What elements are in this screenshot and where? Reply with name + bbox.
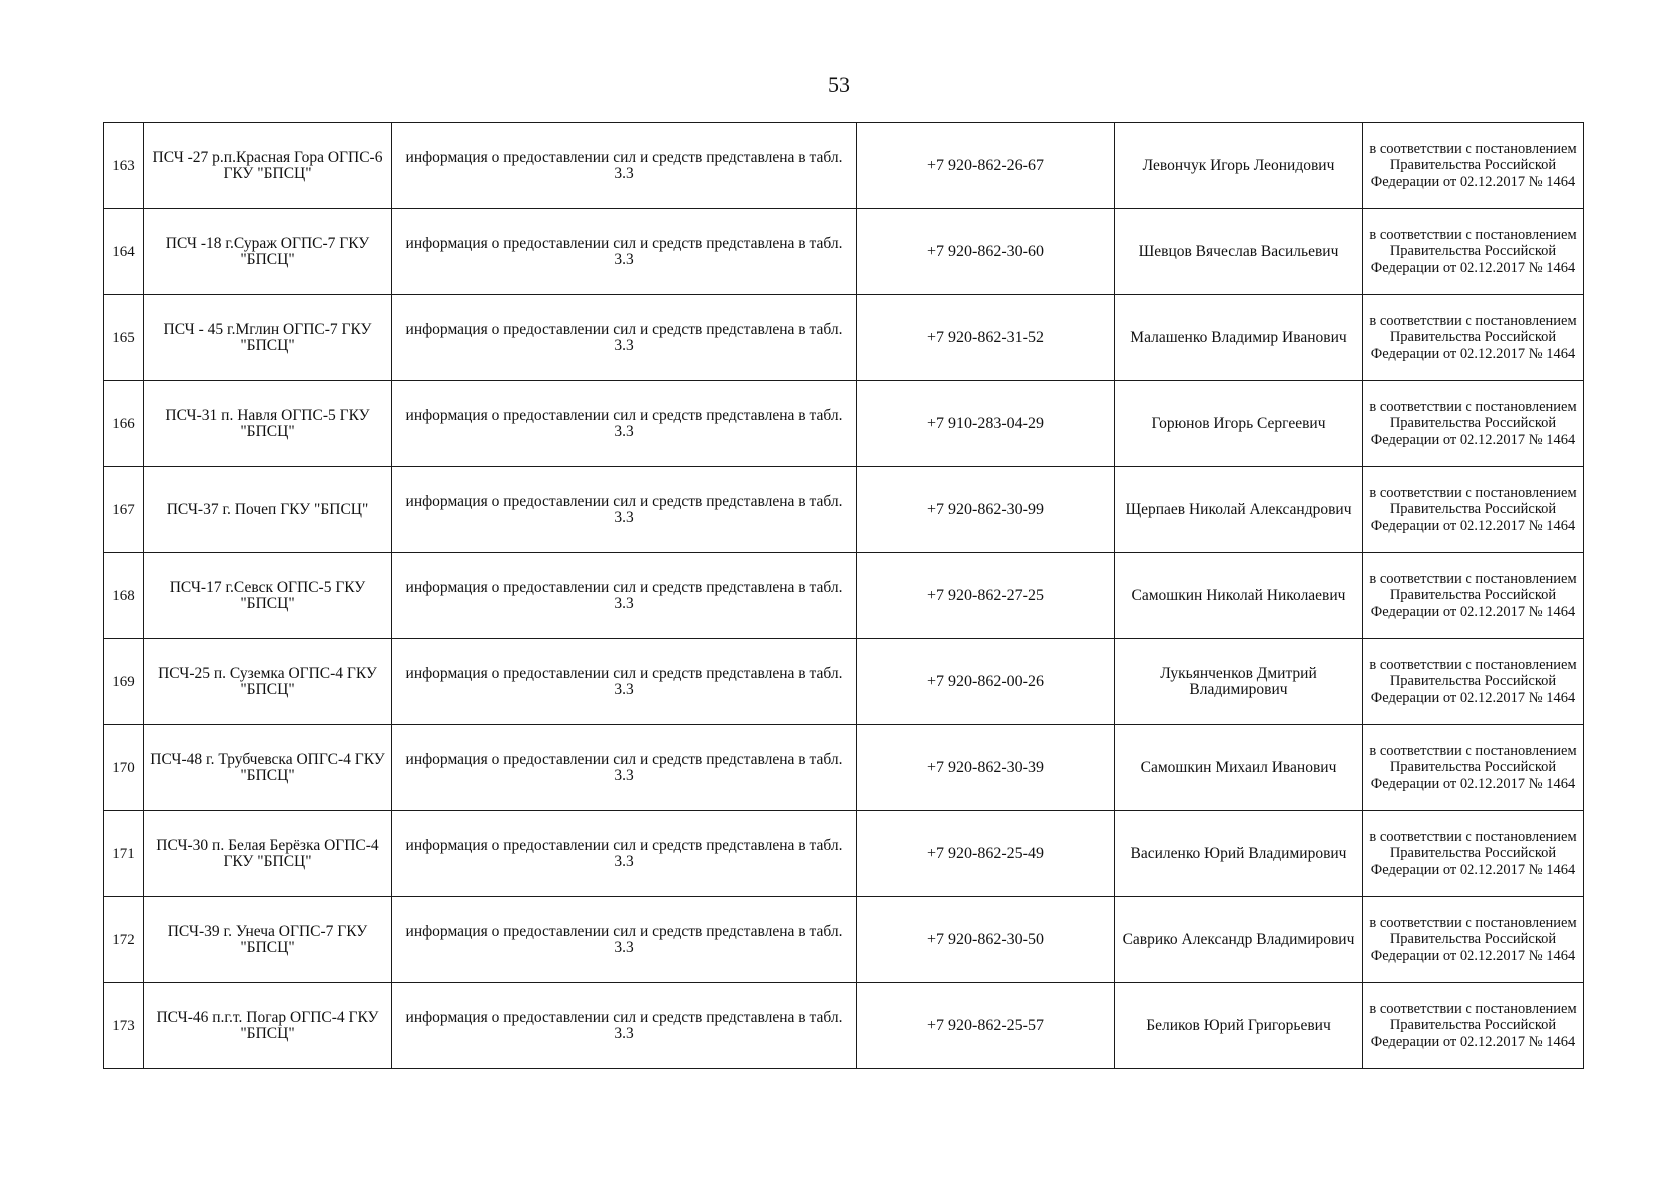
table-row <box>104 639 1584 725</box>
forces-info-cell: информация о предоставлении сил и средств представлена в табл. 3.3 <box>392 553 857 639</box>
table-row <box>104 725 1584 811</box>
legal-basis-cell: в соответствии с постановлением Правительства Российской Федерации от 02.12.2017 № 1464 <box>1363 381 1584 467</box>
phone-cell: +7 920-862-26-67 <box>857 123 1115 209</box>
forces-info-cell: информация о предоставлении сил и средств представлена в табл. 3.3 <box>392 639 857 725</box>
fire-unit-cell: ПСЧ-25 п. Суземка ОГПС-4 ГКУ "БПСЦ" <box>144 639 392 725</box>
phone-cell: +7 920-862-27-25 <box>857 553 1115 639</box>
fire-unit-cell: ПСЧ - 45 г.Мглин ОГПС-7 ГКУ "БПСЦ" <box>144 295 392 381</box>
page-number: 53 <box>828 72 850 97</box>
legal-basis-cell: в соответствии с постановлением Правительства Российской Федерации от 02.12.2017 № 1464 <box>1363 209 1584 295</box>
legal-basis-cell: в соответствии с постановлением Правительства Российской Федерации от 02.12.2017 № 1464 <box>1363 897 1584 983</box>
forces-info-cell: информация о предоставлении сил и средств представлена в табл. 3.3 <box>392 295 857 381</box>
forces-info-cell: информация о предоставлении сил и средств представлена в табл. 3.3 <box>392 725 857 811</box>
table-row <box>104 295 1584 381</box>
responsible-person-cell: Малашенко Владимир Иванович <box>1115 295 1363 381</box>
forces-info-cell: информация о предоставлении сил и средств представлена в табл. 3.3 <box>392 897 857 983</box>
phone-cell: +7 920-862-25-49 <box>857 811 1115 897</box>
fire-unit-cell: ПСЧ-17 г.Севск ОГПС-5 ГКУ "БПСЦ" <box>144 553 392 639</box>
fire-unit-cell: ПСЧ -27 р.п.Красная Гора ОГПС-6 ГКУ "БПСЦ" <box>144 123 392 209</box>
fire-unit-cell: ПСЧ-37 г. Почеп ГКУ "БПСЦ" <box>144 467 392 553</box>
responsible-person-cell: Шевцов Вячеслав Васильевич <box>1115 209 1363 295</box>
legal-basis-cell: в соответствии с постановлением Правительства Российской Федерации от 02.12.2017 № 1464 <box>1363 467 1584 553</box>
row-number-cell: 171 <box>104 811 144 897</box>
phone-cell: +7 920-862-31-52 <box>857 295 1115 381</box>
table-row <box>104 381 1584 467</box>
phone-cell: +7 920-862-30-60 <box>857 209 1115 295</box>
table-row <box>104 209 1584 295</box>
phone-cell: +7 920-862-30-39 <box>857 725 1115 811</box>
fire-unit-cell: ПСЧ-46 п.г.т. Погар ОГПС-4 ГКУ "БПСЦ" <box>144 983 392 1069</box>
responsible-person-cell: Щерпаев Николай Александрович <box>1115 467 1363 553</box>
row-number-cell: 173 <box>104 983 144 1069</box>
fire-unit-cell: ПСЧ-39 г. Унеча ОГПС-7 ГКУ "БПСЦ" <box>144 897 392 983</box>
fire-unit-cell: ПСЧ-31 п. Навля ОГПС-5 ГКУ "БПСЦ" <box>144 381 392 467</box>
row-number-cell: 168 <box>104 553 144 639</box>
forces-info-cell: информация о предоставлении сил и средств представлена в табл. 3.3 <box>392 983 857 1069</box>
row-number-cell: 172 <box>104 897 144 983</box>
table-body <box>104 123 1584 1069</box>
responsible-person-cell: Горюнов Игорь Сергеевич <box>1115 381 1363 467</box>
row-number-cell: 163 <box>104 123 144 209</box>
legal-basis-cell: в соответствии с постановлением Правительства Российской Федерации от 02.12.2017 № 1464 <box>1363 295 1584 381</box>
responsible-person-cell: Самошкин Михаил Иванович <box>1115 725 1363 811</box>
forces-info-cell: информация о предоставлении сил и средств представлена в табл. 3.3 <box>392 209 857 295</box>
legal-basis-cell: в соответствии с постановлением Правительства Российской Федерации от 02.12.2017 № 1464 <box>1363 811 1584 897</box>
table-row <box>104 553 1584 639</box>
legal-basis-cell: в соответствии с постановлением Правительства Российской Федерации от 02.12.2017 № 1464 <box>1363 983 1584 1069</box>
table-row <box>104 897 1584 983</box>
legal-basis-cell: в соответствии с постановлением Правительства Российской Федерации от 02.12.2017 № 1464 <box>1363 553 1584 639</box>
legal-basis-cell: в соответствии с постановлением Правительства Российской Федерации от 02.12.2017 № 1464 <box>1363 123 1584 209</box>
responsible-person-cell: Лукьянченков Дмитрий Владимирович <box>1115 639 1363 725</box>
fire-unit-cell: ПСЧ-48 г. Трубчевска ОПГС-4 ГКУ "БПСЦ" <box>144 725 392 811</box>
fire-unit-cell: ПСЧ-30 п. Белая Берёзка ОГПС-4 ГКУ "БПСЦ" <box>144 811 392 897</box>
phone-cell: +7 920-862-25-57 <box>857 983 1115 1069</box>
forces-info-cell: информация о предоставлении сил и средств представлена в табл. 3.3 <box>392 123 857 209</box>
legal-basis-cell: в соответствии с постановлением Правительства Российской Федерации от 02.12.2017 № 1464 <box>1363 639 1584 725</box>
phone-cell: +7 920-862-30-50 <box>857 897 1115 983</box>
table-row <box>104 467 1584 553</box>
fire-units-table <box>103 122 1584 1069</box>
table-row <box>104 123 1584 209</box>
phone-cell: +7 910-283-04-29 <box>857 381 1115 467</box>
table-row <box>104 811 1584 897</box>
row-number-cell: 164 <box>104 209 144 295</box>
responsible-person-cell: Самошкин Николай Николаевич <box>1115 553 1363 639</box>
phone-cell: +7 920-862-00-26 <box>857 639 1115 725</box>
responsible-person-cell: Левончук Игорь Леонидович <box>1115 123 1363 209</box>
legal-basis-cell: в соответствии с постановлением Правительства Российской Федерации от 02.12.2017 № 1464 <box>1363 725 1584 811</box>
forces-info-cell: информация о предоставлении сил и средств представлена в табл. 3.3 <box>392 467 857 553</box>
responsible-person-cell: Саврико Александр Владимирович <box>1115 897 1363 983</box>
table-row <box>104 983 1584 1069</box>
forces-info-cell: информация о предоставлении сил и средств представлена в табл. 3.3 <box>392 381 857 467</box>
row-number-cell: 166 <box>104 381 144 467</box>
responsible-person-cell: Василенко Юрий Владимирович <box>1115 811 1363 897</box>
row-number-cell: 167 <box>104 467 144 553</box>
responsible-person-cell: Беликов Юрий Григорьевич <box>1115 983 1363 1069</box>
row-number-cell: 165 <box>104 295 144 381</box>
row-number-cell: 169 <box>104 639 144 725</box>
forces-info-cell: информация о предоставлении сил и средств представлена в табл. 3.3 <box>392 811 857 897</box>
row-number-cell: 170 <box>104 725 144 811</box>
fire-unit-cell: ПСЧ -18 г.Сураж ОГПС-7 ГКУ "БПСЦ" <box>144 209 392 295</box>
phone-cell: +7 920-862-30-99 <box>857 467 1115 553</box>
